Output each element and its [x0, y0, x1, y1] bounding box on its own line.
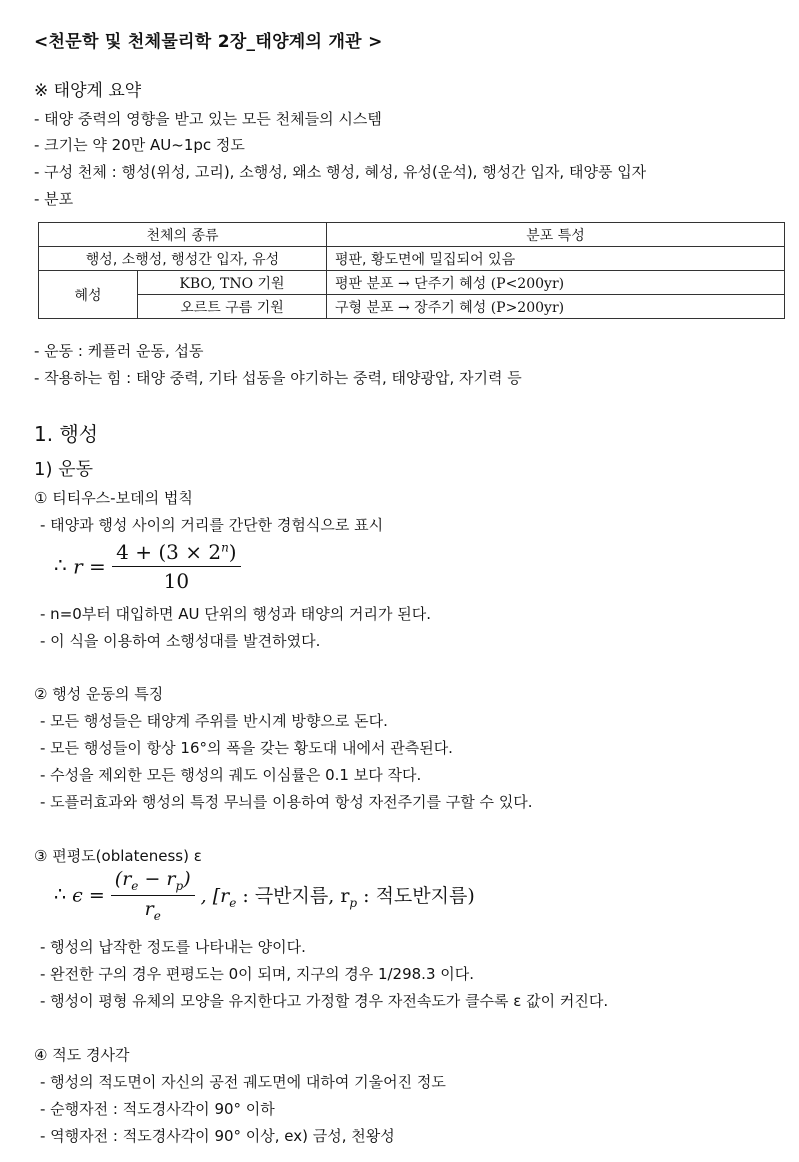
formula-fraction: [112, 540, 240, 593]
table-row: [39, 271, 785, 295]
item-heading: ③ 편평도(oblateness) ε: [34, 847, 202, 865]
item-bullet: - 이 식을 이용하여 소행성대를 발견하였다.: [40, 632, 321, 650]
formula-fraction: [111, 868, 195, 923]
definition-text: : 극반지름, r: [236, 884, 350, 907]
therefore-symbol: ∴: [54, 883, 67, 906]
numerator-text: 4 + (3 × 2: [116, 540, 222, 564]
summary-bullet: - 작용하는 힘 : 태양 중력, 기타 섭동을 야기하는 중력, 태양광압, 자기력 등: [34, 369, 522, 387]
formula-lhs: ϵ =: [72, 884, 105, 907]
formula-denominator: [111, 898, 195, 923]
numerator-close: ): [228, 540, 237, 564]
formula-lhs: r =: [73, 554, 106, 579]
subsection-heading: 1) 운동: [34, 459, 93, 480]
exponent: n: [221, 540, 229, 555]
fraction-bar: [112, 566, 240, 567]
formula-denominator: 10: [163, 569, 190, 593]
subscript: e: [153, 908, 161, 923]
table-cell-comet: 혜성: [39, 271, 138, 319]
summary-bullet: - 운동 : 케플러 운동, 섭동: [34, 342, 204, 360]
item-bullet: - 행성의 적도면이 자신의 공전 궤도면에 대하여 기울어진 정도: [40, 1073, 446, 1091]
formula-definitions: [200, 884, 475, 910]
numerator-text: ): [183, 868, 191, 890]
item-bullet: - 순행자전 : 적도경사각이 90° 이하: [40, 1100, 275, 1118]
table-cell: 오르트 구름 기원: [138, 295, 327, 319]
distribution-table: [38, 222, 785, 319]
table-row: [39, 247, 785, 271]
denominator-text: r: [144, 897, 154, 920]
oblateness-formula: [54, 868, 475, 923]
page-title: <천문학 및 천체물리학 2장_태양계의 개관 >: [34, 32, 383, 52]
titius-bode-formula: [54, 540, 241, 593]
item-heading: ① 티티우스-보데의 법칙: [34, 489, 193, 507]
therefore-symbol: ∴: [54, 553, 67, 577]
table-cell: KBO, TNO 기원: [138, 271, 327, 295]
table-cell: 평판 분포 → 단주기 혜성 (P<200yr): [327, 271, 785, 295]
formula-numerator: [111, 868, 195, 893]
summary-bullet: - 분포: [34, 190, 74, 208]
summary-heading: ※ 태양계 요약: [34, 81, 142, 101]
table-row: [39, 295, 785, 319]
item-heading: ② 행성 운동의 특징: [34, 685, 164, 703]
item-bullet: - 모든 행성들이 항상 16°의 폭을 갖는 황도대 내에서 관측된다.: [40, 739, 453, 757]
item-bullet: - n=0부터 대입하면 AU 단위의 행성과 태양의 거리가 된다.: [40, 605, 431, 623]
item-bullet: - 행성의 납작한 정도를 나타내는 양이다.: [40, 938, 306, 956]
numerator-text: − r: [138, 868, 176, 890]
fraction-bar: [111, 895, 195, 896]
summary-bullet: - 구성 천체 : 행성(위성, 고리), 소행성, 왜소 행성, 혜성, 유성(운석), 행성간 입자, 태양풍 입자: [34, 163, 647, 181]
subscript: e: [229, 895, 237, 910]
summary-bullet: - 태양 중력의 영향을 받고 있는 모든 천체들의 시스템: [34, 110, 382, 128]
item-bullet: - 모든 행성들은 태양계 주위를 반시계 방향으로 돈다.: [40, 712, 388, 730]
summary-bullet: - 크기는 약 20만 AU~1pc 정도: [34, 136, 245, 154]
subscript: e: [131, 878, 139, 893]
item-bullet: - 행성이 평형 유체의 모양을 유지한다고 가정할 경우 자전속도가 클수록 ε 값이 커진다.: [40, 992, 609, 1010]
item-bullet: - 완전한 구의 경우 편평도는 0이 되며, 지구의 경우 1/298.3 이다.: [40, 965, 475, 983]
table-header-cell: 분포 특성: [327, 223, 785, 247]
item-heading: ④ 적도 경사각: [34, 1046, 130, 1064]
definition-text: , [r: [200, 884, 230, 907]
definition-text: : 적도반지름): [357, 884, 475, 907]
formula-numerator: [112, 540, 240, 564]
subscript: p: [349, 895, 358, 910]
item-bullet: - 태양과 행성 사이의 거리를 간단한 경험식으로 표시: [40, 516, 384, 534]
subscript: p: [175, 878, 184, 893]
item-bullet: - 수성을 제외한 모든 행성의 궤도 이심률은 0.1 보다 작다.: [40, 766, 422, 784]
item-bullet: - 도플러효과와 행성의 특정 무늬를 이용하여 항성 자전주기를 구할 수 있다.: [40, 793, 533, 811]
table-header-row: [39, 223, 785, 247]
numerator-text: (r: [114, 868, 132, 890]
table-cell: 구형 분포 → 장주기 혜성 (P>200yr): [327, 295, 785, 319]
table-cell: 행성, 소행성, 행성간 입자, 유성: [39, 247, 327, 271]
table-header-cell: 천체의 종류: [39, 223, 327, 247]
section-heading: 1. 행성: [34, 422, 99, 446]
item-bullet: - 역행자전 : 적도경사각이 90° 이상, ex) 금성, 천왕성: [40, 1127, 395, 1145]
table-cell: 평판, 황도면에 밀집되어 있음: [327, 247, 785, 271]
